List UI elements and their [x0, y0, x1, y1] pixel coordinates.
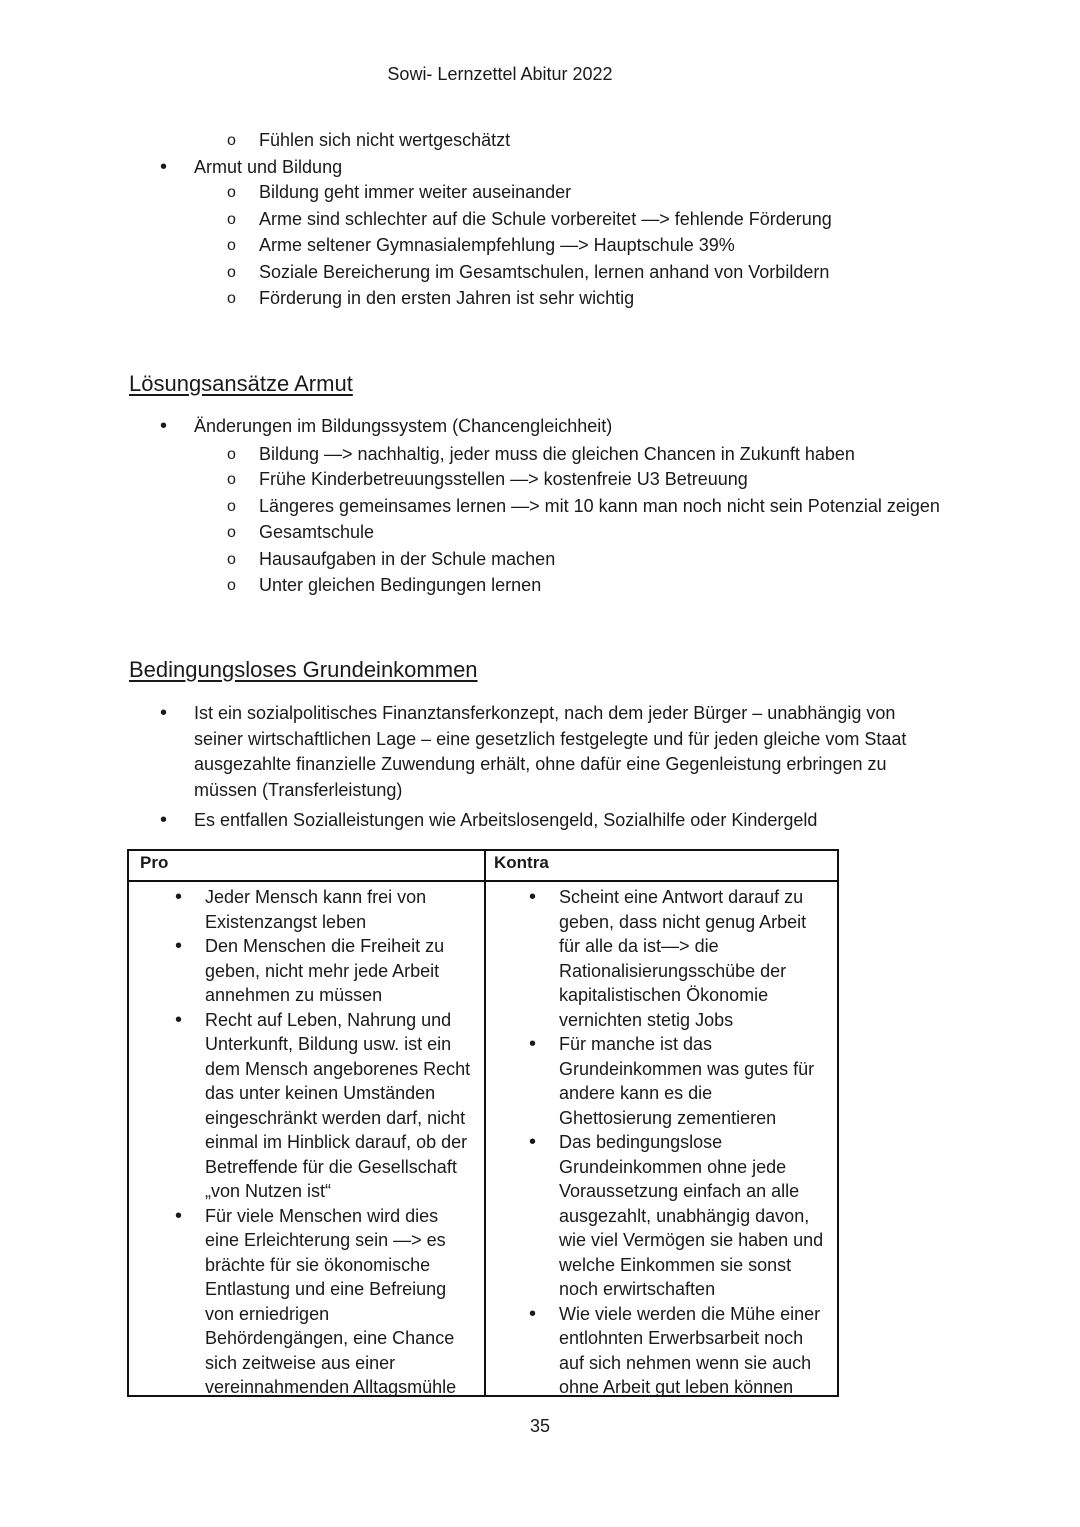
list-subitem: o Längeres gemeinsames lernen —> mit 10 kann man noch nicht sein Potenzial zeigen [259, 494, 940, 519]
pro-item-line: Behördengängen, eine Chance [205, 1328, 455, 1348]
list-subitem: o Frühe Kinderbetreuungsstellen —> kostenfreie U3 Betreuung [259, 467, 748, 492]
list-subitem: o Arme sind schlechter auf die Schule vorbereitet —> fehlende Förderung [259, 207, 832, 232]
table-divider [484, 851, 486, 1395]
pro-item-line: • Den Menschen die Freiheit zu [205, 936, 445, 956]
list-item: • Änderungen im Bildungssystem (Chancengleichheit) [194, 414, 612, 439]
pro-item-line: geben, nicht mehr jede Arbeit [205, 960, 440, 981]
kontra-item [559, 885, 823, 1032]
kontra-item [559, 1130, 823, 1302]
pro-item-line: „von Nutzen ist“ [205, 1181, 332, 1201]
list-subitem: o Hausaufgaben in der Schule machen [259, 547, 555, 572]
page-header-title: Sowi- Lernzettel Abitur 2022 [387, 64, 613, 84]
kontra-item-line: wie viel Vermögen sie haben und [559, 1230, 824, 1250]
list-item: • Armut und Bildung [194, 155, 342, 180]
pro-item-line: von erniedrigen [205, 1303, 330, 1324]
list-subitem: o Bildung —> nachhaltig, jeder muss die gleichen Chancen in Zukunft haben [259, 442, 855, 467]
kontra-item-line: Grundeinkommen ohne jede [559, 1156, 787, 1177]
pro-kontra-table [127, 849, 839, 1397]
list-subitem: o Fühlen sich nicht wertgeschätzt [259, 128, 510, 153]
pro-item-line: • Jeder Mensch kann frei von [205, 887, 427, 907]
kontra-item-line: Rationalisierungsschübe der [559, 960, 787, 981]
pro-item-line: einmal im Hinblick darauf, ob der [205, 1132, 468, 1152]
pro-item-line: Betreffende für die Gesellschaft [205, 1156, 457, 1177]
kontra-item-line: • Das bedingungslose [559, 1132, 723, 1152]
kontra-item-line: Voraussetzung einfach an alle [559, 1181, 800, 1201]
list-subitem: o Bildung geht immer weiter auseinander [259, 180, 571, 205]
kontra-item-line: entlohnten Erwerbsarbeit noch [559, 1328, 804, 1348]
list-item: • Es entfallen Sozialleistungen wie Arbeitslosengeld, Sozialhilfe oder Kindergeld [194, 808, 934, 834]
pro-item [205, 885, 470, 934]
kontra-item-line: • Für manche ist das [559, 1034, 713, 1054]
pro-item-line: eingeschränkt werden darf, nicht [205, 1107, 466, 1128]
kontra-item-line: geben, dass nicht genug Arbeit [559, 911, 807, 932]
kontra-header: Kontra [494, 853, 549, 872]
table-header-divider [129, 880, 837, 882]
kontra-item-line: • Wie viele werden die Mühe einer [559, 1303, 821, 1324]
list-subitem: o Unter gleichen Bedingungen lernen [259, 573, 541, 598]
kontra-item-line: noch erwirtschaften [559, 1279, 716, 1299]
kontra-item-line: ausgezahlt, unabhängig davon, [559, 1205, 810, 1226]
section-heading-bge: Bedingungsloses Grundeinkommen [129, 657, 478, 682]
pro-item [205, 1204, 470, 1400]
list-subitem: o Gesamtschule [259, 520, 374, 545]
pro-item-line: vereinnahmenden Alltagsmühle [205, 1377, 457, 1397]
list-item: • Ist ein sozialpolitisches Finanztansferkonzept, nach dem jeder Bürger – unabhängig von seiner wirtschaftlichen Lage – eine gesetzlich festgelegte und für jeden gleiche vom Staat ausgezahlte finanzielle Zuwendung erhält, ohne dafür eine Gegenleistung erbringen zu müssen (Transferleistung) [194, 701, 934, 803]
list-subitem: o Arme seltener Gymnasialempfehlung —> Hauptschule 39% [259, 233, 735, 258]
page-number: 35 [529, 1416, 551, 1436]
pro-item [205, 1008, 470, 1204]
pro-item-line: dem Mensch angeborenes Recht [205, 1058, 471, 1079]
pro-item-line: • Für viele Menschen wird dies [205, 1205, 439, 1226]
pro-item-line: brächte für sie ökonomische [205, 1254, 431, 1275]
section-heading-loesung: Lösungsansätze Armut [129, 371, 353, 396]
pro-item-line: sich zeitweise aus einer [205, 1352, 396, 1373]
pro-item-line: das unter keinen Umständen [205, 1083, 436, 1103]
kontra-item-line: • Scheint eine Antwort darauf zu [559, 887, 804, 907]
kontra-item-line: auf sich nehmen wenn sie auch [559, 1352, 812, 1373]
pro-item-line: Existenzangst leben [205, 911, 367, 932]
kontra-item-line: Ghettosierung zementieren [559, 1107, 777, 1128]
list-subitem: o Förderung in den ersten Jahren ist sehr wichtig [259, 286, 634, 311]
kontra-item-line: kapitalistischen Ökonomie [559, 985, 769, 1005]
pro-item-line: Entlastung und eine Befreiung [205, 1279, 447, 1299]
pro-item [205, 934, 470, 1008]
kontra-column [559, 885, 823, 1400]
kontra-item [559, 1032, 823, 1130]
pro-item-line: Unterkunft, Bildung usw. ist ein [205, 1034, 452, 1054]
kontra-item-line: für alle da ist—> die [559, 936, 719, 956]
pro-item-line: eine Erleichterung sein —> es [205, 1230, 446, 1250]
kontra-item-line: Grundeinkommen was gutes für [559, 1058, 815, 1079]
pro-item-line: • Recht auf Leben, Nahrung und [205, 1009, 452, 1030]
list-subitem: o Soziale Bereicherung im Gesamtschulen, lernen anhand von Vorbildern [259, 260, 829, 285]
pro-item-line: annehmen zu müssen [205, 985, 383, 1005]
kontra-item-line: vernichten stetig Jobs [559, 1009, 734, 1030]
pro-header: Pro [140, 853, 169, 872]
kontra-item [559, 1302, 823, 1400]
kontra-item-line: andere kann es die [559, 1083, 713, 1103]
kontra-item-line: welche Einkommen sie sonst [559, 1254, 792, 1275]
kontra-item-line: ohne Arbeit gut leben können [559, 1377, 794, 1397]
pro-column [205, 885, 470, 1400]
